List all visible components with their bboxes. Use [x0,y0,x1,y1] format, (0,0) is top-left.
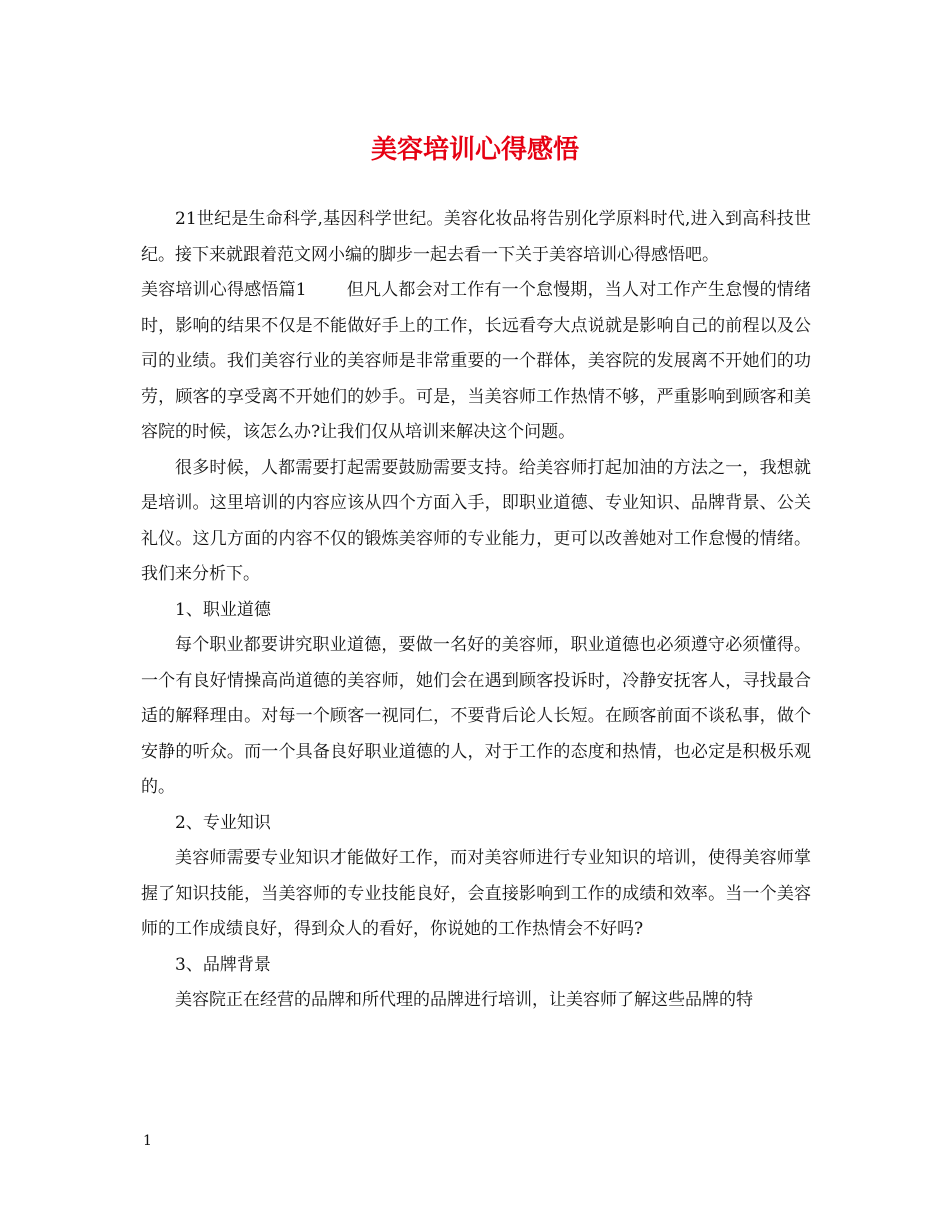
section-text: 但凡人都会对工作有一个怠慢期，当人对工作产生怠慢的情绪时，影响的结果不仅是不能做好手上的工作，长远看夸大点说就是影响自己的前程以及公司的业绩。我们美容行业的美容师是非常重要的一个群体，美容院的发展离不开她们的功劳，顾客的享受离不开她们的妙手。可是，当美容师工作热情不够，严重影响到顾客和美容院的时候，该怎么办?让我们仅从培训来解决这个问题。 [141,280,811,442]
intro-paragraph: 21世纪是生命科学,基因科学世纪。美容化妆品将告别化学原料时代,进入到高科技世纪。接下来就跟着范文网小编的脚步一起去看一下关于美容培训心得感悟吧。 [141,209,811,265]
heading-brand-background: 3、品牌背景 [175,954,271,975]
section-label: 美容培训心得感悟篇1 [141,280,307,300]
heading-professional-knowledge: 2、专业知识 [175,812,271,833]
paragraph-training-intro: 很多时候，人都需要打起需要鼓励需要支持。给美容师打起加油的方法之一，我想就是培训。这里培训的内容应该从四个方面入手，即职业道德、专业知识、品牌背景、公关礼仪。这几方面的内容不仅的锻炼美容师的专业能力，更可以改善她对工作怠慢的情绪。我们来分析下。 [141,457,811,584]
heading-professional-ethics: 1、职业道德 [175,599,271,620]
document-body [141,202,811,1019]
paragraph-brand-background: 美容院正在经营的品牌和所代理的品牌进行培训，让美容师了解这些品牌的特 [175,990,753,1010]
document-title: 美容培训心得感悟 [370,135,579,165]
page-number: 1 [143,1133,152,1149]
paragraph-professional-knowledge: 美容师需要专业知识才能做好工作，而对美容师进行专业知识的培训，使得美容师掌握了知识技能，当美容师的专业技能良好，会直接影响到工作的成绩和效率。当一个美容师的工作成绩良好，得到众人的看好，你说她的工作热情会不好吗? [141,848,811,939]
paragraph-professional-ethics: 每个职业都要讲究职业道德，要做一名好的美容师，职业道德也必须遵守必须懂得。一个有良好情操高尚道德的美容师，她们会在遇到顾客投诉时，冷静安抚客人，寻找最合适的解释理由。对每一个顾客一视同仁，不要背后论人长短。在顾客前面不谈私事，做个安静的听众。而一个具备良好职业道德的人，对于工作的态度和热情，也必定是积极乐观的。 [141,635,811,797]
section-paragraph [141,273,811,451]
